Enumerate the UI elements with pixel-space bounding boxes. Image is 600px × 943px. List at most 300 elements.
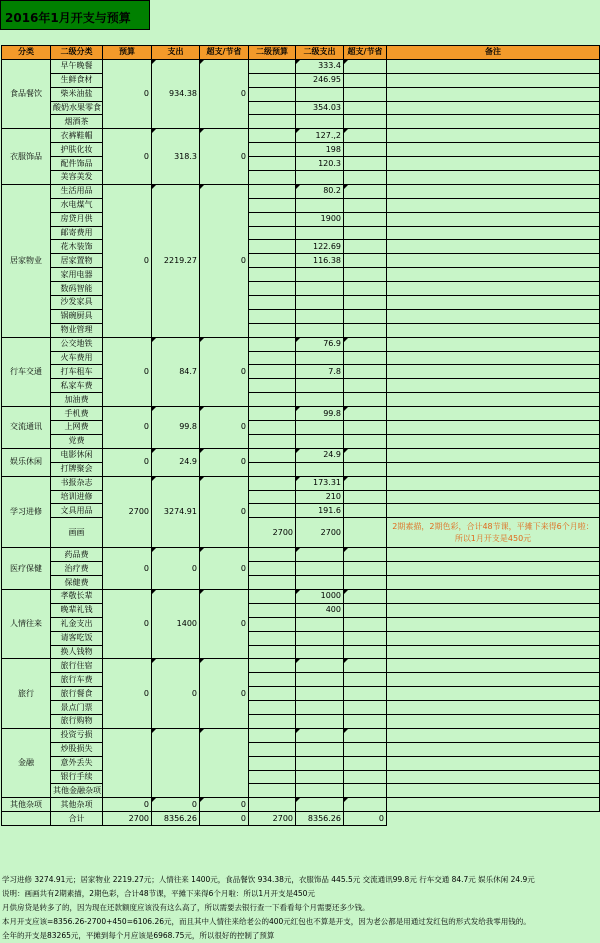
sub-diff[interactable]: [344, 714, 387, 728]
sub-spend[interactable]: 1900: [296, 212, 344, 226]
subcategory-name[interactable]: 治疗费: [51, 562, 103, 576]
sub-spend[interactable]: [296, 421, 344, 435]
sub-budget[interactable]: [249, 337, 296, 351]
sub-spend[interactable]: 173.31: [296, 476, 344, 490]
remark-cell[interactable]: [387, 87, 600, 101]
subcategory-name[interactable]: 旅行住宿: [51, 659, 103, 673]
sub-spend[interactable]: [296, 171, 344, 185]
category-budget[interactable]: 0: [103, 659, 152, 728]
remark-cell[interactable]: [387, 421, 600, 435]
sub-spend[interactable]: [296, 268, 344, 282]
sub-budget[interactable]: [249, 212, 296, 226]
remark-cell[interactable]: [387, 379, 600, 393]
sub-budget[interactable]: [249, 714, 296, 728]
sub-spend[interactable]: [296, 784, 344, 798]
category-diff[interactable]: 0: [200, 407, 249, 449]
sub-diff[interactable]: [344, 756, 387, 770]
subcategory-name[interactable]: 私家车费: [51, 379, 103, 393]
sub-diff[interactable]: [344, 226, 387, 240]
sub-diff[interactable]: [344, 603, 387, 617]
sub-budget[interactable]: [249, 379, 296, 393]
sub-diff[interactable]: [344, 631, 387, 645]
category-diff[interactable]: 0: [200, 548, 249, 590]
remark-cell[interactable]: [387, 254, 600, 268]
subcategory-name[interactable]: 手机费: [51, 407, 103, 421]
sub-diff[interactable]: [344, 309, 387, 323]
category-budget[interactable]: 0: [103, 337, 152, 406]
category-spend[interactable]: 0: [152, 659, 200, 728]
sub-diff[interactable]: [344, 254, 387, 268]
sub-spend[interactable]: [296, 115, 344, 129]
sub-budget[interactable]: [249, 476, 296, 490]
sub-diff[interactable]: [344, 171, 387, 185]
sub-budget[interactable]: [249, 296, 296, 310]
remark-cell[interactable]: [387, 184, 600, 198]
subcategory-name[interactable]: 家用电器: [51, 268, 103, 282]
sub-diff[interactable]: [344, 673, 387, 687]
sub-spend[interactable]: [296, 548, 344, 562]
subcategory-name[interactable]: 物业管理: [51, 323, 103, 337]
subcategory-name[interactable]: 邮寄费用: [51, 226, 103, 240]
sub-diff[interactable]: [344, 282, 387, 296]
remark-cell[interactable]: [387, 784, 600, 798]
sub-budget[interactable]: [249, 323, 296, 337]
sub-diff[interactable]: [344, 770, 387, 784]
sub-diff[interactable]: [344, 296, 387, 310]
remark-cell[interactable]: [387, 728, 600, 742]
sub-spend[interactable]: [296, 714, 344, 728]
subcategory-name[interactable]: 柴米油盐: [51, 87, 103, 101]
sub-budget[interactable]: [249, 742, 296, 756]
category-diff[interactable]: 0: [200, 129, 249, 185]
sub-diff[interactable]: [344, 337, 387, 351]
sub-budget[interactable]: [249, 87, 296, 101]
subcategory-name[interactable]: 礼金支出: [51, 617, 103, 631]
sub-spend[interactable]: [296, 198, 344, 212]
sub-budget[interactable]: [249, 226, 296, 240]
sub-diff[interactable]: [344, 115, 387, 129]
remark-cell[interactable]: [387, 157, 600, 171]
remark-cell[interactable]: [387, 476, 600, 490]
category-name[interactable]: 娱乐休闲: [2, 448, 51, 476]
remark-cell[interactable]: [387, 115, 600, 129]
subcategory-name[interactable]: 花木装饰: [51, 240, 103, 254]
category-diff[interactable]: 0: [200, 798, 249, 812]
sub-spend[interactable]: 99.8: [296, 407, 344, 421]
category-name[interactable]: 交流通讯: [2, 407, 51, 449]
sub-diff[interactable]: [344, 59, 387, 73]
category-spend[interactable]: 24.9: [152, 448, 200, 476]
sub-spend[interactable]: [296, 434, 344, 448]
sub-spend[interactable]: 122.69: [296, 240, 344, 254]
category-spend[interactable]: 3274.91: [152, 476, 200, 548]
remark-cell[interactable]: [387, 129, 600, 143]
category-spend[interactable]: 84.7: [152, 337, 200, 406]
sub-diff[interactable]: [344, 617, 387, 631]
subcategory-name[interactable]: 水电煤气: [51, 198, 103, 212]
sub-budget[interactable]: [249, 576, 296, 590]
sub-diff[interactable]: [344, 351, 387, 365]
subcategory-name[interactable]: 请客吃饭: [51, 631, 103, 645]
subcategory-name[interactable]: 电影休闲: [51, 448, 103, 462]
category-diff[interactable]: 0: [200, 59, 249, 128]
subcategory-name[interactable]: 旅行购物: [51, 714, 103, 728]
sub-diff[interactable]: [344, 504, 387, 518]
category-name[interactable]: 医疗保健: [2, 548, 51, 590]
sub-spend[interactable]: 24.9: [296, 448, 344, 462]
subcategory-name[interactable]: 沙发家具: [51, 296, 103, 310]
sub-spend[interactable]: 400: [296, 603, 344, 617]
remark-cell[interactable]: [387, 687, 600, 701]
sub-spend[interactable]: [296, 576, 344, 590]
category-spend[interactable]: 0: [152, 798, 200, 812]
subcategory-name[interactable]: 书报杂志: [51, 476, 103, 490]
remark-cell[interactable]: [387, 659, 600, 673]
sub-budget[interactable]: [249, 562, 296, 576]
sub-budget[interactable]: [249, 603, 296, 617]
subcategory-name[interactable]: 换人钱物: [51, 645, 103, 659]
category-spend[interactable]: 934.38: [152, 59, 200, 128]
subcategory-name[interactable]: 其他杂项: [51, 798, 103, 812]
sub-spend[interactable]: 191.6: [296, 504, 344, 518]
remark-cell[interactable]: [387, 504, 600, 518]
subcategory-name[interactable]: 打牌聚会: [51, 462, 103, 476]
sub-budget[interactable]: [249, 548, 296, 562]
remark-cell[interactable]: [387, 143, 600, 157]
sub-budget[interactable]: [249, 589, 296, 603]
category-budget[interactable]: 0: [103, 184, 152, 337]
remark-cell[interactable]: 2期素描，2期色彩，合计48节课，平摊下来得6个月啦：所以1月开支是450元: [387, 518, 600, 548]
subcategory-name[interactable]: 炒股损失: [51, 742, 103, 756]
sub-spend[interactable]: 198: [296, 143, 344, 157]
sub-spend[interactable]: 1000: [296, 589, 344, 603]
sub-spend[interactable]: [296, 687, 344, 701]
sub-budget[interactable]: [249, 798, 296, 812]
category-diff[interactable]: 0: [200, 184, 249, 337]
sub-spend[interactable]: 116.38: [296, 254, 344, 268]
sub-budget[interactable]: [249, 673, 296, 687]
remark-cell[interactable]: [387, 742, 600, 756]
sub-diff[interactable]: [344, 742, 387, 756]
subcategory-name[interactable]: 药品费: [51, 548, 103, 562]
category-name[interactable]: 食品餐饮: [2, 59, 51, 128]
remark-cell[interactable]: [387, 701, 600, 715]
sub-diff[interactable]: [344, 87, 387, 101]
category-budget[interactable]: 0: [103, 59, 152, 128]
category-name[interactable]: 金融: [2, 728, 51, 797]
sub-budget[interactable]: [249, 504, 296, 518]
sub-budget[interactable]: [249, 268, 296, 282]
remark-cell[interactable]: [387, 617, 600, 631]
subcategory-name[interactable]: 保健费: [51, 576, 103, 590]
subcategory-name[interactable]: 晚辈礼钱: [51, 603, 103, 617]
sub-diff[interactable]: [344, 73, 387, 87]
sub-budget[interactable]: [249, 687, 296, 701]
category-diff[interactable]: [200, 728, 249, 797]
sub-budget[interactable]: [249, 434, 296, 448]
sub-diff[interactable]: [344, 101, 387, 115]
sub-budget[interactable]: [249, 282, 296, 296]
sub-budget[interactable]: [249, 784, 296, 798]
sub-diff[interactable]: [344, 462, 387, 476]
sub-diff[interactable]: [344, 476, 387, 490]
sub-spend[interactable]: [296, 645, 344, 659]
subcategory-name[interactable]: 火车费用: [51, 351, 103, 365]
remark-cell[interactable]: [387, 631, 600, 645]
sub-diff[interactable]: [344, 407, 387, 421]
sub-spend[interactable]: [296, 631, 344, 645]
subcategory-name[interactable]: 景点门票: [51, 701, 103, 715]
sub-diff[interactable]: [344, 448, 387, 462]
sub-budget[interactable]: [249, 157, 296, 171]
subcategory-name[interactable]: 旅行车费: [51, 673, 103, 687]
subcategory-name[interactable]: 配件饰品: [51, 157, 103, 171]
sub-budget[interactable]: [249, 73, 296, 87]
remark-cell[interactable]: [387, 462, 600, 476]
remark-cell[interactable]: [387, 714, 600, 728]
remark-cell[interactable]: [387, 212, 600, 226]
remark-cell[interactable]: [387, 337, 600, 351]
category-spend[interactable]: 318.3: [152, 129, 200, 185]
remark-cell[interactable]: [387, 171, 600, 185]
sub-diff[interactable]: [344, 687, 387, 701]
sub-budget[interactable]: [249, 701, 296, 715]
sub-budget[interactable]: [249, 115, 296, 129]
category-budget[interactable]: 0: [103, 798, 152, 812]
sub-budget[interactable]: [249, 659, 296, 673]
sub-diff[interactable]: [344, 129, 387, 143]
sub-budget[interactable]: [249, 448, 296, 462]
category-budget[interactable]: 0: [103, 129, 152, 185]
sub-spend[interactable]: 246.95: [296, 73, 344, 87]
sub-diff[interactable]: [344, 548, 387, 562]
sub-spend[interactable]: [296, 659, 344, 673]
sub-spend[interactable]: [296, 282, 344, 296]
category-spend[interactable]: 0: [152, 548, 200, 590]
sub-diff[interactable]: [344, 323, 387, 337]
sub-diff[interactable]: [344, 784, 387, 798]
subcategory-name[interactable]: 旅行餐食: [51, 687, 103, 701]
sub-budget[interactable]: [249, 407, 296, 421]
sub-spend[interactable]: [296, 379, 344, 393]
remark-cell[interactable]: [387, 576, 600, 590]
sub-spend[interactable]: [296, 562, 344, 576]
category-budget[interactable]: 0: [103, 548, 152, 590]
remark-cell[interactable]: [387, 268, 600, 282]
remark-cell[interactable]: [387, 645, 600, 659]
subcategory-name[interactable]: 银行手续: [51, 770, 103, 784]
sub-diff[interactable]: [344, 645, 387, 659]
subcategory-name[interactable]: 投资亏损: [51, 728, 103, 742]
remark-cell[interactable]: [387, 351, 600, 365]
subcategory-name[interactable]: 公交地铁: [51, 337, 103, 351]
subcategory-name[interactable]: 衣裤鞋帽: [51, 129, 103, 143]
category-budget[interactable]: 0: [103, 407, 152, 449]
sub-budget[interactable]: [249, 143, 296, 157]
sub-budget[interactable]: [249, 421, 296, 435]
sub-diff[interactable]: [344, 701, 387, 715]
sub-budget[interactable]: [249, 462, 296, 476]
sub-budget[interactable]: [249, 756, 296, 770]
sub-spend[interactable]: [296, 462, 344, 476]
subcategory-name[interactable]: 居家置物: [51, 254, 103, 268]
sub-spend[interactable]: [296, 87, 344, 101]
sub-spend[interactable]: 127.,2: [296, 129, 344, 143]
remark-cell[interactable]: [387, 198, 600, 212]
sub-spend[interactable]: [296, 323, 344, 337]
remark-cell[interactable]: [387, 603, 600, 617]
sub-spend[interactable]: [296, 351, 344, 365]
subcategory-name[interactable]: 意外丢失: [51, 756, 103, 770]
sub-budget[interactable]: [249, 631, 296, 645]
subcategory-name[interactable]: 美容美发: [51, 171, 103, 185]
subcategory-name[interactable]: 烟酒茶: [51, 115, 103, 129]
category-name[interactable]: 学习进修: [2, 476, 51, 548]
remark-cell[interactable]: [387, 282, 600, 296]
sub-spend[interactable]: [296, 701, 344, 715]
remark-cell[interactable]: [387, 365, 600, 379]
sub-budget[interactable]: [249, 129, 296, 143]
subcategory-name[interactable]: 培训进修: [51, 490, 103, 504]
sub-spend[interactable]: [296, 393, 344, 407]
subcategory-name[interactable]: 上网费: [51, 421, 103, 435]
remark-cell[interactable]: [387, 393, 600, 407]
remark-cell[interactable]: [387, 226, 600, 240]
category-budget[interactable]: 0: [103, 589, 152, 658]
remark-cell[interactable]: [387, 59, 600, 73]
sub-spend[interactable]: 2700: [296, 518, 344, 548]
sub-diff[interactable]: [344, 198, 387, 212]
sub-budget[interactable]: [249, 184, 296, 198]
sub-budget[interactable]: [249, 351, 296, 365]
category-diff[interactable]: 0: [200, 448, 249, 476]
category-name[interactable]: 居家物业: [2, 184, 51, 337]
sub-budget[interactable]: [249, 171, 296, 185]
sub-budget[interactable]: [249, 645, 296, 659]
category-budget[interactable]: 0: [103, 448, 152, 476]
sub-budget[interactable]: [249, 728, 296, 742]
subcategory-name[interactable]: 酸奶水果零食: [51, 101, 103, 115]
category-budget[interactable]: 2700: [103, 476, 152, 548]
sub-budget[interactable]: [249, 393, 296, 407]
category-diff[interactable]: 0: [200, 337, 249, 406]
subcategory-name[interactable]: 打车租车: [51, 365, 103, 379]
sub-diff[interactable]: [344, 184, 387, 198]
sub-diff[interactable]: [344, 589, 387, 603]
sub-spend[interactable]: [296, 617, 344, 631]
sub-spend[interactable]: [296, 296, 344, 310]
remark-cell[interactable]: [387, 490, 600, 504]
subcategory-name[interactable]: 护肤化妆: [51, 143, 103, 157]
sub-budget[interactable]: [249, 309, 296, 323]
sub-spend[interactable]: [296, 226, 344, 240]
sub-budget[interactable]: [249, 770, 296, 784]
sub-spend[interactable]: [296, 770, 344, 784]
category-spend[interactable]: 99.8: [152, 407, 200, 449]
sub-spend[interactable]: 333.4: [296, 59, 344, 73]
sub-spend[interactable]: [296, 309, 344, 323]
sub-spend[interactable]: [296, 728, 344, 742]
sub-spend[interactable]: 80.2: [296, 184, 344, 198]
remark-cell[interactable]: [387, 589, 600, 603]
category-diff[interactable]: 0: [200, 476, 249, 548]
subcategory-name[interactable]: 生活用品: [51, 184, 103, 198]
remark-cell[interactable]: [387, 240, 600, 254]
remark-cell[interactable]: [387, 434, 600, 448]
subcategory-name[interactable]: 其他金融杂项: [51, 784, 103, 798]
sub-spend[interactable]: 210: [296, 490, 344, 504]
sub-spend[interactable]: [296, 673, 344, 687]
sub-diff[interactable]: [344, 490, 387, 504]
sub-spend[interactable]: 76.9: [296, 337, 344, 351]
sub-diff[interactable]: [344, 562, 387, 576]
sub-diff[interactable]: [344, 659, 387, 673]
sub-budget[interactable]: [249, 101, 296, 115]
category-name[interactable]: 人情往来: [2, 589, 51, 658]
sub-budget[interactable]: [249, 617, 296, 631]
subcategory-name[interactable]: 早午晚餐: [51, 59, 103, 73]
sub-spend[interactable]: [296, 798, 344, 812]
sub-diff[interactable]: [344, 157, 387, 171]
sub-budget[interactable]: [249, 198, 296, 212]
sub-diff[interactable]: [344, 518, 387, 548]
remark-cell[interactable]: [387, 448, 600, 462]
category-name[interactable]: 行车交通: [2, 337, 51, 406]
category-name[interactable]: 旅行: [2, 659, 51, 728]
subcategory-name[interactable]: 生鲜食材: [51, 73, 103, 87]
subcategory-name[interactable]: 画画: [51, 518, 103, 548]
remark-cell[interactable]: [387, 770, 600, 784]
sub-budget[interactable]: 2700: [249, 518, 296, 548]
sub-spend[interactable]: 120.3: [296, 157, 344, 171]
subcategory-name[interactable]: 孝敬长辈: [51, 589, 103, 603]
category-spend[interactable]: 2219.27: [152, 184, 200, 337]
sub-diff[interactable]: [344, 393, 387, 407]
sub-diff[interactable]: [344, 212, 387, 226]
sub-diff[interactable]: [344, 434, 387, 448]
subcategory-name[interactable]: 文具用品: [51, 504, 103, 518]
remark-cell[interactable]: [387, 798, 600, 812]
sub-diff[interactable]: [344, 728, 387, 742]
remark-cell[interactable]: [387, 101, 600, 115]
subcategory-name[interactable]: 数码智能: [51, 282, 103, 296]
subcategory-name[interactable]: 加油费: [51, 393, 103, 407]
sub-budget[interactable]: [249, 59, 296, 73]
remark-cell[interactable]: [387, 756, 600, 770]
sub-spend[interactable]: 354.03: [296, 101, 344, 115]
sub-spend[interactable]: [296, 756, 344, 770]
sub-diff[interactable]: [344, 240, 387, 254]
sub-budget[interactable]: [249, 240, 296, 254]
category-name[interactable]: 衣服饰品: [2, 129, 51, 185]
sub-diff[interactable]: [344, 798, 387, 812]
sub-diff[interactable]: [344, 143, 387, 157]
remark-cell[interactable]: [387, 323, 600, 337]
subcategory-name[interactable]: 锅碗厨具: [51, 309, 103, 323]
sub-budget[interactable]: [249, 490, 296, 504]
sub-diff[interactable]: [344, 268, 387, 282]
sub-budget[interactable]: [249, 365, 296, 379]
subcategory-name[interactable]: 房贷月供: [51, 212, 103, 226]
sub-spend[interactable]: 7.8: [296, 365, 344, 379]
sub-diff[interactable]: [344, 576, 387, 590]
sub-diff[interactable]: [344, 365, 387, 379]
category-diff[interactable]: 0: [200, 659, 249, 728]
remark-cell[interactable]: [387, 548, 600, 562]
remark-cell[interactable]: [387, 562, 600, 576]
sub-diff[interactable]: [344, 421, 387, 435]
category-name[interactable]: 其他杂项: [2, 798, 51, 812]
